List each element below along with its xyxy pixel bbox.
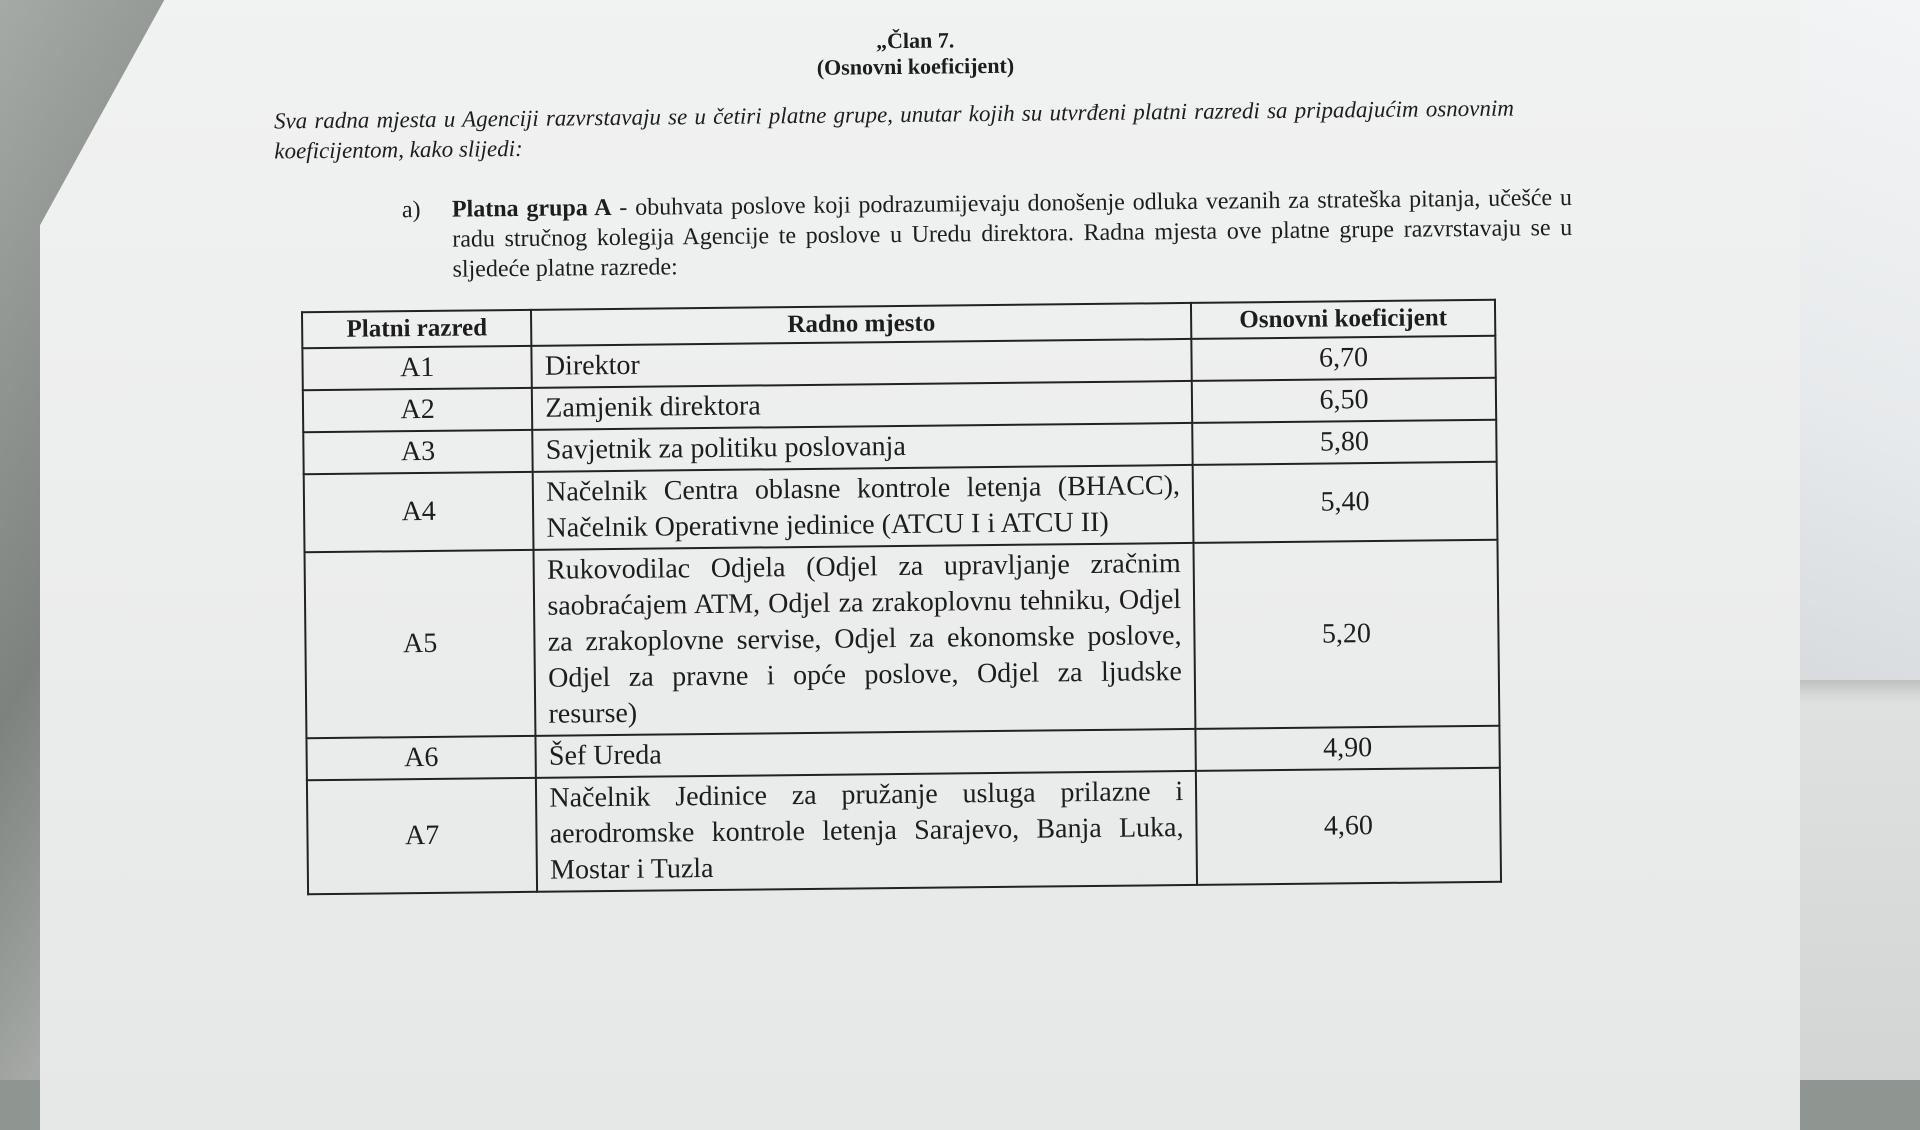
article-subtitle: (Osnovni koeficijent) <box>816 52 1015 80</box>
article-title: „Član 7. <box>875 27 955 54</box>
coefficient-cell: 6,70 <box>1191 336 1495 381</box>
list-item-body <box>452 183 1573 285</box>
coefficient-cell: 4,60 <box>1196 768 1501 885</box>
coefficient-cell: 5,20 <box>1194 540 1500 729</box>
intro-paragraph: Sva radna mjesta u Agenciji razvrstavaju se u četiri platne grupe, unutar kojih su utvrđeni platni razredi sa pripadajućim osnovnim koeficijentom, kako slijedi: <box>273 95 1515 164</box>
group-description: - obuhvata poslove koji podrazumijevaju donošenje odluka vezanih za strateška pitanja, učešće u radu stručnog kolegija Agencije te poslove u Uredu direktora. Radna mjesta ove platne grupe razvrstavaju se u sljedeće platne razrede: <box>452 184 1573 283</box>
table-row <box>305 540 1500 738</box>
grade-cell: A7 <box>307 778 537 894</box>
coefficient-cell: 4,90 <box>1195 726 1499 771</box>
coefficient-cell: 5,80 <box>1192 420 1496 465</box>
coefficient-cell: 6,50 <box>1192 378 1496 423</box>
grade-cell: A1 <box>302 346 532 390</box>
table-row <box>307 768 1501 894</box>
header-job: Radno mjesto <box>531 303 1191 346</box>
job-cell: Zamjenik direktora <box>532 381 1192 430</box>
job-cell: Šef Ureda <box>536 729 1196 778</box>
grade-cell: A3 <box>303 430 533 474</box>
group-label: Platna grupa A <box>451 195 612 223</box>
grade-cell: A2 <box>303 388 533 432</box>
header-coefficient: Osnovni koeficijent <box>1191 300 1495 339</box>
job-cell: Rukovodilac Odjela (Odjel za upravljanje zračnim saobraćajem ATM, Odjel za zrakoplovnu tehniku, Odjel za zrakoplovne servise, Odjel za ekonomske poslove, Odjel za pravne i opće poslove, Odjel za ljudske resurse) <box>534 543 1196 736</box>
header-grade: Platni razred <box>302 310 532 348</box>
grade-cell: A4 <box>304 472 534 552</box>
job-cell: Načelnik Centra oblasne kontrole letenja (BHACC), Načelnik Operativne jedinice (ATCU I i ATCU II) <box>533 465 1194 550</box>
table-row <box>304 462 1498 552</box>
article-heading <box>695 26 1136 83</box>
list-item-a <box>402 183 1573 285</box>
job-cell: Načelnik Jedinice za pružanje usluga prilazne i aerodromske kontrole letenja Sarajevo, Banja Luka, Mostar i Tuzla <box>536 771 1197 892</box>
grade-cell: A6 <box>306 736 536 780</box>
job-cell: Direktor <box>532 339 1192 388</box>
list-marker: a) <box>401 197 421 224</box>
coefficient-cell: 5,40 <box>1193 462 1498 543</box>
grade-cell: A5 <box>305 550 536 738</box>
pay-grade-table <box>301 299 1502 895</box>
job-cell: Savjetnik za politiku poslovanja <box>533 423 1193 472</box>
